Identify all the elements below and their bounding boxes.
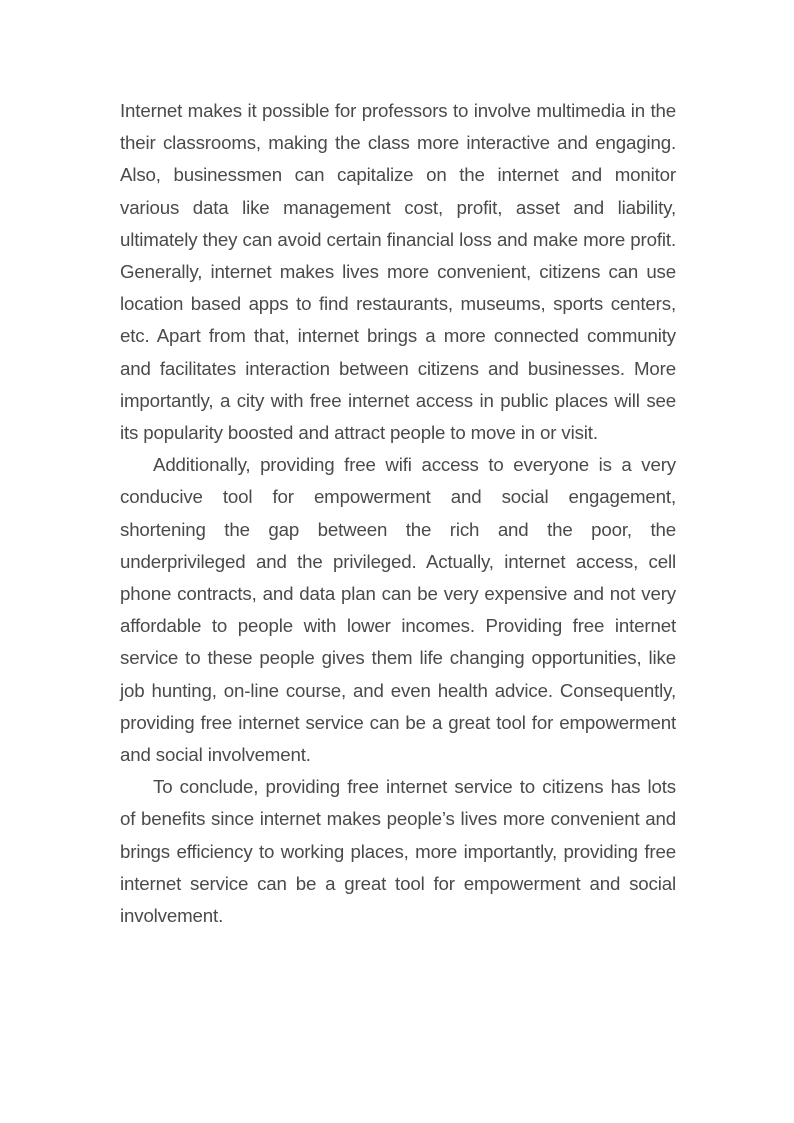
paragraph-additionally: Additionally, providing free wifi access to everyone is a very conducive tool for empowerment and social engagement, shortening the gap between the rich and the poor, the underprivileged and the privileged. Actually, internet access, cell phone contracts, and data plan can be very expensive and not very affordable to people with lower incomes. Providing free internet service to these people gives them life changing opportunities, like job hunting, on-line course, and even health advice. Consequently, providing free internet service can be a great tool for empowerment and social involvement.	[120, 454, 676, 766]
paragraph-conclusion: To conclude, providing free internet service to citizens has lots of benefits since internet makes people’s lives more convenient and brings efficiency to working places, more importantly, providing free internet service can be a great tool for empowerment and social involvement.	[120, 776, 676, 927]
paragraph-body-continuation: Internet makes it possible for professors to involve multimedia in the their classrooms, making the class more interactive and engaging. Also, businessmen can capitalize on the internet and monitor various data like management cost, profit, asset and liability, ultimately they can avoid certain financial loss and make more profit. Generally, internet makes lives more convenient, citizens can use location based apps to find restaurants, museums, sports centers, etc. Apart from that, internet brings a more connected community and facilitates interaction between citizens and businesses. More importantly, a city with free internet access in public places will see its popularity boosted and attract people to move in or visit.	[120, 100, 676, 444]
text-block	[120, 95, 676, 932]
